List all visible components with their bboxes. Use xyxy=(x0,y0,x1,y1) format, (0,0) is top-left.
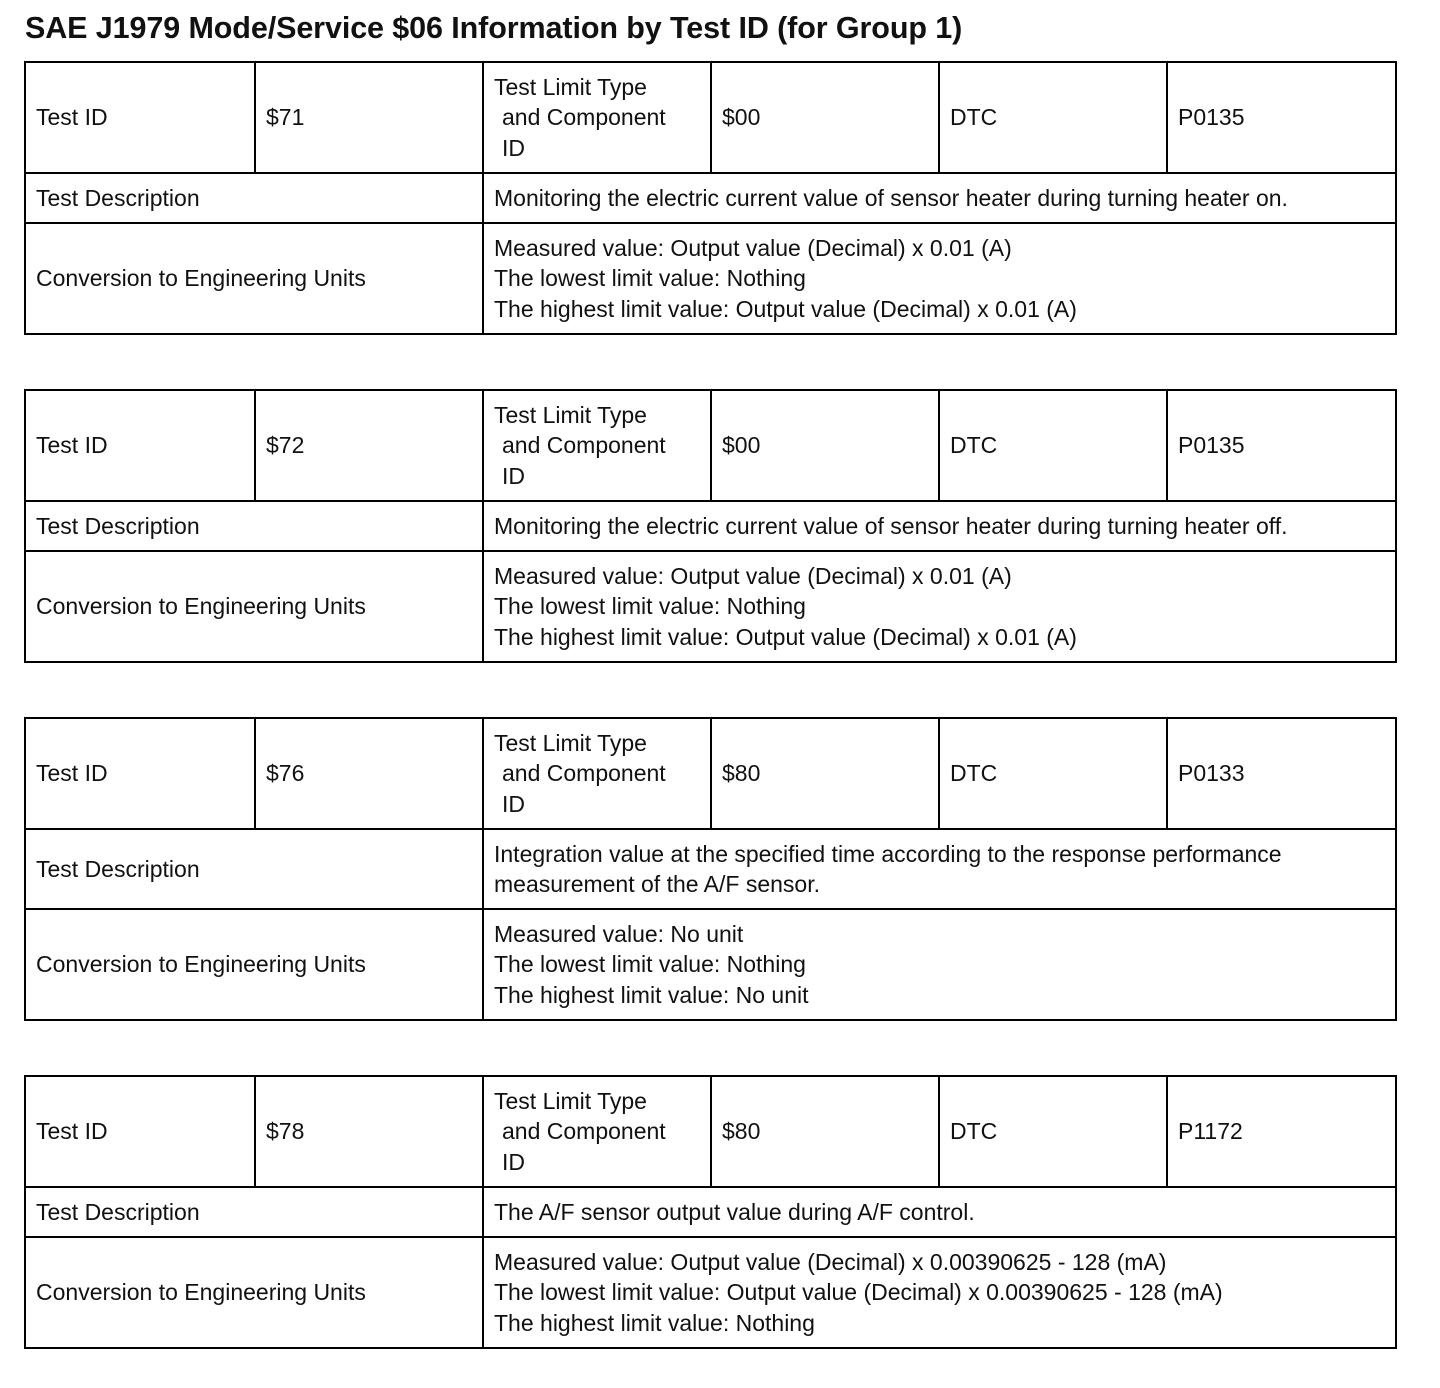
test-limit-type-label-line: Test Limit Type xyxy=(494,73,647,100)
test-description-value xyxy=(483,829,1396,909)
conversion-value xyxy=(483,223,1396,334)
test-id-label: Test ID xyxy=(25,1076,255,1187)
test-table xyxy=(24,717,1397,1021)
test-description-value: Monitoring the electric current value of sensor heater during turning heater off. xyxy=(483,501,1396,551)
test-id-value: $76 xyxy=(255,718,483,829)
test-table xyxy=(24,1075,1397,1349)
test-limit-type-label-line: ID xyxy=(502,790,525,817)
conversion-line: Measured value: Output value (Decimal) x 0.00390625 - 128 (mA) xyxy=(494,1248,1167,1275)
conversion-line: The highest limit value: No unit xyxy=(494,981,809,1008)
test-id-label: Test ID xyxy=(25,390,255,501)
dtc-value: P0133 xyxy=(1167,718,1396,829)
test-table xyxy=(24,389,1397,663)
test-table xyxy=(24,61,1397,335)
test-limit-type-value: $80 xyxy=(711,718,939,829)
conversion-label: Conversion to Engineering Units xyxy=(25,1237,483,1348)
conversion-line: The highest limit value: Nothing xyxy=(494,1309,815,1336)
test-limit-type-label-line: Test Limit Type xyxy=(494,401,647,428)
test-limit-type-label-line: and Component xyxy=(502,760,666,787)
test-id-value: $71 xyxy=(255,62,483,173)
test-limit-type-label-line: and Component xyxy=(502,432,666,459)
test-limit-type-label-line: ID xyxy=(502,462,525,489)
conversion-value xyxy=(483,551,1396,662)
test-description-line: Integration value at the specified time according to the response performance xyxy=(494,840,1282,867)
dtc-label: DTC xyxy=(939,1076,1167,1187)
test-limit-type-value: $00 xyxy=(711,390,939,501)
test-limit-type-label xyxy=(483,62,711,173)
test-limit-type-label-line: Test Limit Type xyxy=(494,1087,647,1114)
test-description-label: Test Description xyxy=(25,173,483,223)
test-description-label: Test Description xyxy=(25,829,483,909)
conversion-label: Conversion to Engineering Units xyxy=(25,909,483,1020)
test-limit-type-value: $00 xyxy=(711,62,939,173)
test-description-label: Test Description xyxy=(25,501,483,551)
test-id-label: Test ID xyxy=(25,718,255,829)
test-limit-type-label xyxy=(483,1076,711,1187)
conversion-label: Conversion to Engineering Units xyxy=(25,551,483,662)
test-limit-type-label xyxy=(483,390,711,501)
test-description-value: Monitoring the electric current value of sensor heater during turning heater on. xyxy=(483,173,1396,223)
conversion-line: The highest limit value: Output value (Decimal) x 0.01 (A) xyxy=(494,623,1077,650)
dtc-label: DTC xyxy=(939,718,1167,829)
conversion-line: The lowest limit value: Output value (Decimal) x 0.00390625 - 128 (mA) xyxy=(494,1279,1223,1306)
dtc-label: DTC xyxy=(939,62,1167,173)
test-limit-type-label xyxy=(483,718,711,829)
dtc-label: DTC xyxy=(939,390,1167,501)
test-limit-type-label-line: ID xyxy=(502,134,525,161)
dtc-value: P0135 xyxy=(1167,62,1396,173)
test-description-line: measurement of the A/F sensor. xyxy=(494,871,820,897)
test-limit-type-label-line: ID xyxy=(502,1148,525,1175)
test-description-label: Test Description xyxy=(25,1187,483,1237)
test-limit-type-value: $80 xyxy=(711,1076,939,1187)
conversion-label: Conversion to Engineering Units xyxy=(25,223,483,334)
conversion-line: Measured value: No unit xyxy=(494,920,744,947)
conversion-line: The lowest limit value: Nothing xyxy=(494,951,806,978)
conversion-line: The lowest limit value: Nothing xyxy=(494,593,806,620)
conversion-line: The lowest limit value: Nothing xyxy=(494,265,806,292)
test-limit-type-label-line: Test Limit Type xyxy=(494,729,647,756)
conversion-value xyxy=(483,1237,1396,1348)
conversion-line: Measured value: Output value (Decimal) x 0.01 (A) xyxy=(494,562,1012,589)
test-id-label: Test ID xyxy=(25,62,255,173)
test-id-value: $72 xyxy=(255,390,483,501)
conversion-line: Measured value: Output value (Decimal) x 0.01 (A) xyxy=(494,234,1012,261)
page-title: SAE J1979 Mode/Service $06 Information by Test ID (for Group 1) xyxy=(25,11,963,45)
dtc-value: P0135 xyxy=(1167,390,1396,501)
dtc-value: P1172 xyxy=(1167,1076,1396,1187)
test-description-value: The A/F sensor output value during A/F control. xyxy=(483,1187,1396,1237)
test-limit-type-label-line: and Component xyxy=(502,104,666,131)
conversion-value xyxy=(483,909,1396,1020)
test-id-value: $78 xyxy=(255,1076,483,1187)
test-limit-type-label-line: and Component xyxy=(502,1118,666,1145)
conversion-line: The highest limit value: Output value (Decimal) x 0.01 (A) xyxy=(494,295,1077,322)
